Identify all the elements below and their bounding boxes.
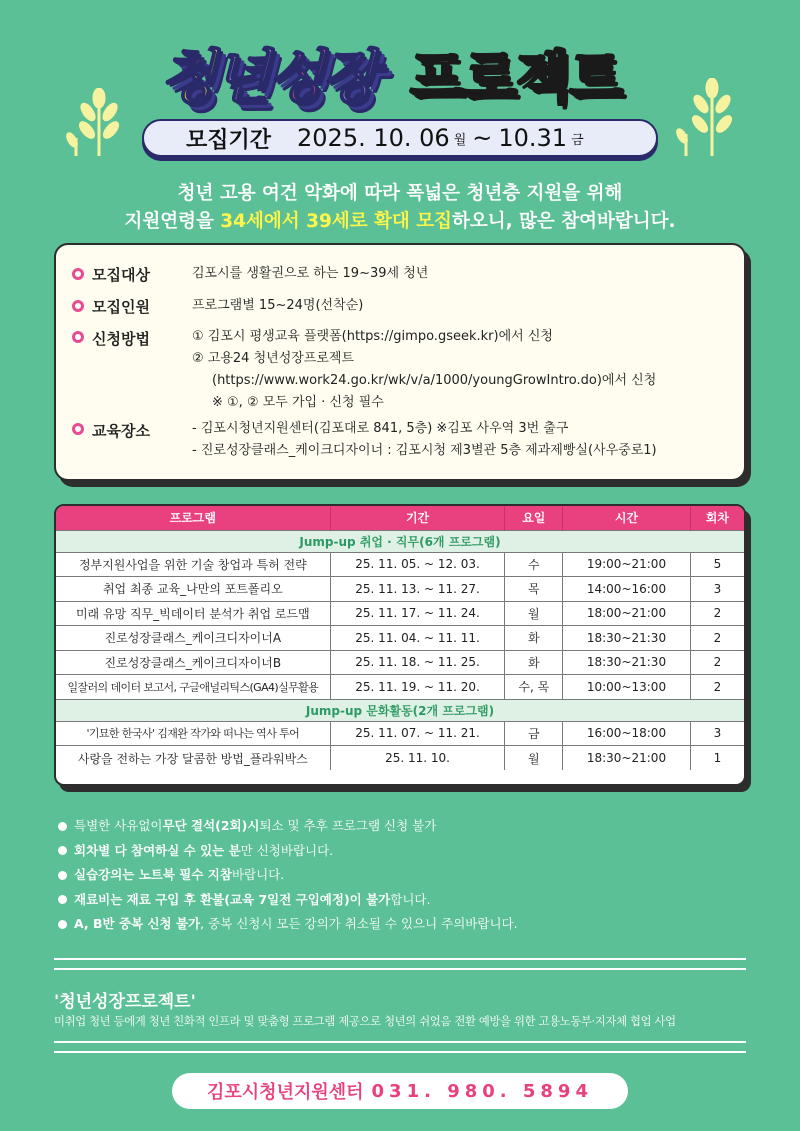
plant-left-icon [64,88,134,158]
table-row [56,577,744,602]
divider [54,958,746,960]
intro-line-2-pre: 지원연령을 [124,211,221,232]
title-colored-part [160,30,376,114]
header-day: 요일 [505,506,563,530]
header-sessions: 회차 [690,506,744,530]
note-bold: A, B반 중복 신청 불가 [74,916,201,931]
table-row [56,626,744,651]
place-2: - 진로성장클래스_케이크디자이너 : 김포시청 제3별관 5층 제과제빵실(사우중로1) [192,443,657,458]
bullet-ring-icon [72,331,84,343]
program-table [54,504,746,786]
table-row [56,746,744,771]
intro-highlight: 34세에서 39세로 확대 모집 [220,211,452,232]
title-char: 장 [322,43,377,111]
info-key-place [72,418,192,462]
target-value: 김포시를 생활권으로 하는 19~39세 청년 [192,266,429,281]
program-sessions: 5 [690,552,744,577]
bullet-icon [58,895,67,904]
table-row [56,601,744,626]
note-item [58,912,518,937]
program-name: 취업 최종 교육_나만의 포트폴리오 [56,577,330,602]
period-start: 2025. 10. 06 [297,124,450,152]
notes-list [58,814,518,937]
program-day: 화 [505,626,563,651]
place-1: - 김포시청년지원센터(김포대로 841, 5층) ※김포 사우역 3번 출구 [192,421,569,436]
method-label: 신청방법 [92,330,150,348]
note-text: 만 신청바랍니다. [240,842,334,858]
bullet-ring-icon [72,268,84,280]
program-period: 25. 11. 13. ~ 11. 27. [330,577,505,602]
note-item [58,888,518,913]
program-period: 25. 11. 07. ~ 11. 21. [330,721,505,746]
bullet-ring-icon [72,300,84,312]
program-period: 25. 11. 17. ~ 11. 24. [330,601,505,626]
period-start-day: 월 [453,132,467,148]
schedule-table [56,506,744,770]
program-period: 25. 11. 19. ~ 11. 20. [330,675,505,700]
program-name: 일잘러의 데이터 보고서, 구글애널리틱스(GA4)실무활용 [56,675,330,700]
method-1: ① 김포시 평생교육 플랫폼(https://gimpo.gseek.kr)에서 신청 [192,329,553,344]
table-row [56,650,744,675]
target-label: 모집대상 [92,265,150,284]
method-value [192,326,656,414]
intro-line-1: 청년 고용 여건 악화에 따라 폭넓은 청년층 지원을 위해 [177,183,623,204]
recruitment-period [142,119,658,157]
program-sessions: 2 [690,626,744,651]
program-sessions: 2 [690,675,744,700]
note-bold: 실습강의는 노트북 필수 지참 [74,867,232,882]
program-day: 수 [505,552,563,577]
program-name: 진로성장클래스_케이크디자이너A [56,626,330,651]
program-period: 25. 11. 18. ~ 11. 25. [330,650,505,675]
divider [54,968,746,970]
program-name: '기묘한 한국사' 김재완 작가와 떠나는 역사 투어 [56,721,330,746]
intro-line-2-post: 하오니, 많은 참여바랍니다. [451,211,676,232]
bullet-icon [58,920,67,929]
table-row [56,552,744,577]
period-label: 모집기간 [186,127,272,153]
program-sessions: 2 [690,601,744,626]
table-row [56,675,744,700]
program-day: 금 [505,721,563,746]
note-bold: 무단 결석(2회)시 [162,818,260,833]
place-value [192,418,657,462]
info-row-target [72,263,428,285]
category-row [56,699,744,721]
intro-line-2 [0,208,800,236]
bullet-icon [58,822,67,831]
note-text: 특별한 사유없이 [74,818,163,833]
category-label: Jump-up 문화활동(2개 프로그램) [56,699,744,721]
table-body [56,530,744,770]
info-key-method [72,326,192,414]
table-header-row [56,506,744,530]
program-time: 18:30~21:30 [563,626,691,651]
program-name: 정부지원사업을 위한 기술 창업과 특허 전략 [56,552,330,577]
note-text: 바랍니다. [231,867,285,882]
header-program: 프로그램 [56,506,330,530]
note-text: 합니다. [390,891,431,907]
contact-pill [172,1073,628,1109]
contact-name: 김포시청년지원센터 [207,1082,364,1103]
info-box [54,243,746,481]
divider [54,1041,746,1043]
title-char: 성 [268,43,323,111]
header-period: 기간 [330,506,505,530]
divider [54,1051,746,1053]
program-period: 25. 11. 05. ~ 12. 03. [330,552,505,577]
contact-phone: 031. 980. 5894 [371,1080,593,1102]
note-text: , 중복 신청시 모든 강의가 취소될 수 있으니 주의바랍니다. [200,916,518,931]
info-row-method [72,326,656,414]
program-day: 월 [505,746,563,771]
header-time: 시간 [563,506,691,530]
method-2: ② 고용24 청년성장프로젝트 [192,351,355,366]
period-sep: ~ [472,124,493,152]
program-sessions: 2 [690,650,744,675]
bullet-icon [58,846,67,855]
program-period: 25. 11. 04. ~ 11. 11. [330,626,505,651]
bullet-icon [58,871,67,880]
program-time: 18:00~21:00 [563,601,691,626]
program-day: 수, 목 [505,675,563,700]
period-end: 10.31 [498,124,568,152]
info-row-count [72,295,363,317]
title-char: 청 [160,43,215,111]
program-time: 19:00~21:00 [563,552,691,577]
method-2-url: (https://www.work24.go.kr/wk/v/a/1000/youngGrowIntro.do)에서 신청 [212,373,657,388]
program-period: 25. 11. 10. [330,746,505,771]
count-label: 모집인원 [92,297,150,316]
note-item [58,863,518,888]
table-row [56,721,744,746]
info-key-target [72,263,192,285]
program-sessions: 3 [690,577,744,602]
method-note: ※ ①, ② 모두 가입 · 신청 필수 [212,395,384,410]
title-char: 년 [214,43,269,111]
note-item [58,839,518,864]
program-day: 목 [505,577,563,602]
program-day: 화 [505,650,563,675]
note-text: 퇴소 및 추후 프로그램 신청 불가 [259,818,437,833]
period-end-day: 금 [571,132,584,148]
category-row [56,530,744,552]
program-time: 16:00~18:00 [563,721,691,746]
program-name: 미래 유망 직무_빅데이터 분석가 취업 로드맵 [56,601,330,626]
intro-text [0,180,800,236]
title-dark-part: 프로젝트 [410,46,623,111]
program-name: 진로성장클래스_케이크디자이너B [56,650,330,675]
note-item [58,814,518,839]
bullet-ring-icon [72,423,84,435]
category-label: Jump-up 취업 · 직무(6개 프로그램) [56,530,744,552]
note-bold: 재료비는 재료 구입 후 환불(교육 7일전 구입예정)이 불가 [74,891,391,907]
info-row-place [72,418,657,462]
program-time: 14:00~16:00 [563,577,691,602]
footer-title: '청년성장프로젝트' [54,992,196,1012]
note-bold: 회차별 다 참여하실 수 있는 분 [74,842,241,858]
program-time: 18:30~21:00 [563,746,691,771]
program-sessions: 3 [690,721,744,746]
program-time: 18:30~21:30 [563,650,691,675]
program-sessions: 1 [690,746,744,771]
count-value: 프로그램별 15~24명(선착순) [192,298,364,313]
program-time: 10:00~13:00 [563,675,691,700]
program-day: 월 [505,601,563,626]
footer-description: 미취업 청년 등에게 청년 친화적 인프라 및 맞춤형 프로그램 제공으로 청년의 쉬었음 전환 예방을 위한 고용노동부·지자체 협업 사업 [54,1015,676,1028]
info-key-count [72,295,192,317]
plant-right-icon [672,78,742,158]
place-label: 교육장소 [92,422,150,440]
program-name: 사랑을 전하는 가장 달콤한 방법_플라워박스 [56,746,330,771]
